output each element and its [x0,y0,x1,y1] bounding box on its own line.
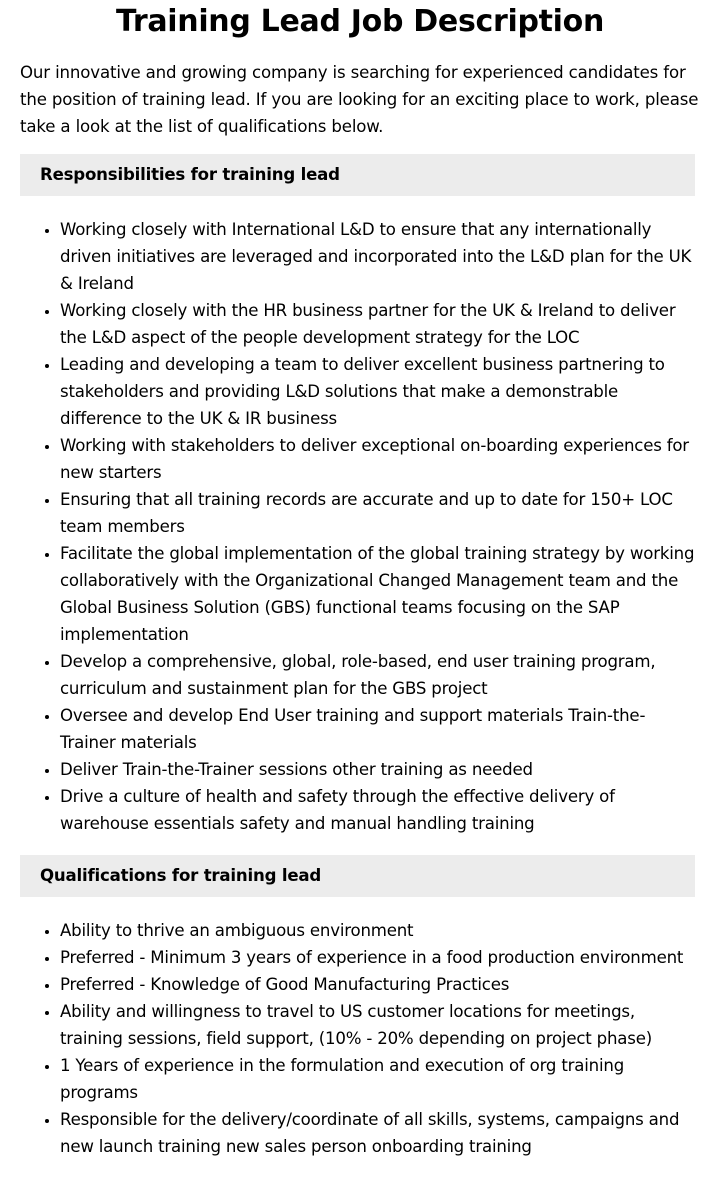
list-item: • Working with stakeholders to deliver exceptional on-boarding experiences for new starters [60,432,695,486]
list-item: • Ability to thrive an ambiguous environment [60,917,695,944]
list-item: • Responsible for the delivery/coordinate of all skills, systems, campaigns and new launch training new sales person onboarding training [60,1106,695,1160]
page-title: Training Lead Job Description [115,4,605,39]
list-item: • Working closely with International L&D to ensure that any internationally driven initiatives are leveraged and incorporated into the L&D plan for the UK & Ireland [60,216,695,297]
responsibilities-heading: Responsibilities for training lead [20,154,695,196]
list-item: • Ensuring that all training records are accurate and up to date for 150+ LOC team members [60,486,695,540]
list-item: • Facilitate the global implementation of the global training strategy by working collaboratively with the Organizational Changed Management team and the Global Business Solution (GBS) functional teams focusing on the SAP implementation [60,540,695,648]
qualifications-list [20,917,695,1160]
responsibilities-list [20,216,695,837]
list-item: • Preferred - Minimum 3 years of experience in a food production environment [60,944,695,971]
intro-paragraph: Our innovative and growing company is searching for experienced candidates for the position of training lead. If you are looking for an exciting place to work, please take a look at the list of qualifications below. [20,63,699,136]
list-item: • Preferred - Knowledge of Good Manufacturing Practices [60,971,695,998]
list-item: • Leading and developing a team to deliver excellent business partnering to stakeholders and providing L&D solutions that make a demonstrable difference to the UK & IR business [60,351,695,432]
list-item: • Deliver Train-the-Trainer sessions other training as needed [60,756,695,783]
list-item: • 1 Years of experience in the formulation and execution of org training programs [60,1052,695,1106]
list-item: • Ability and willingness to travel to US customer locations for meetings, training sessions, field support, (10% - 20% depending on project phase) [60,998,695,1052]
qualifications-heading: Qualifications for training lead [20,855,695,897]
list-item: • Working closely with the HR business partner for the UK & Ireland to deliver the L&D aspect of the people development strategy for the LOC [60,297,695,351]
list-item: • Drive a culture of health and safety through the effective delivery of warehouse essentials safety and manual handling training [60,783,695,837]
list-item: • Develop a comprehensive, global, role-based, end user training program, curriculum and sustainment plan for the GBS project [60,648,695,702]
list-item: • Oversee and develop End User training and support materials Train-the-Trainer materials [60,702,695,756]
